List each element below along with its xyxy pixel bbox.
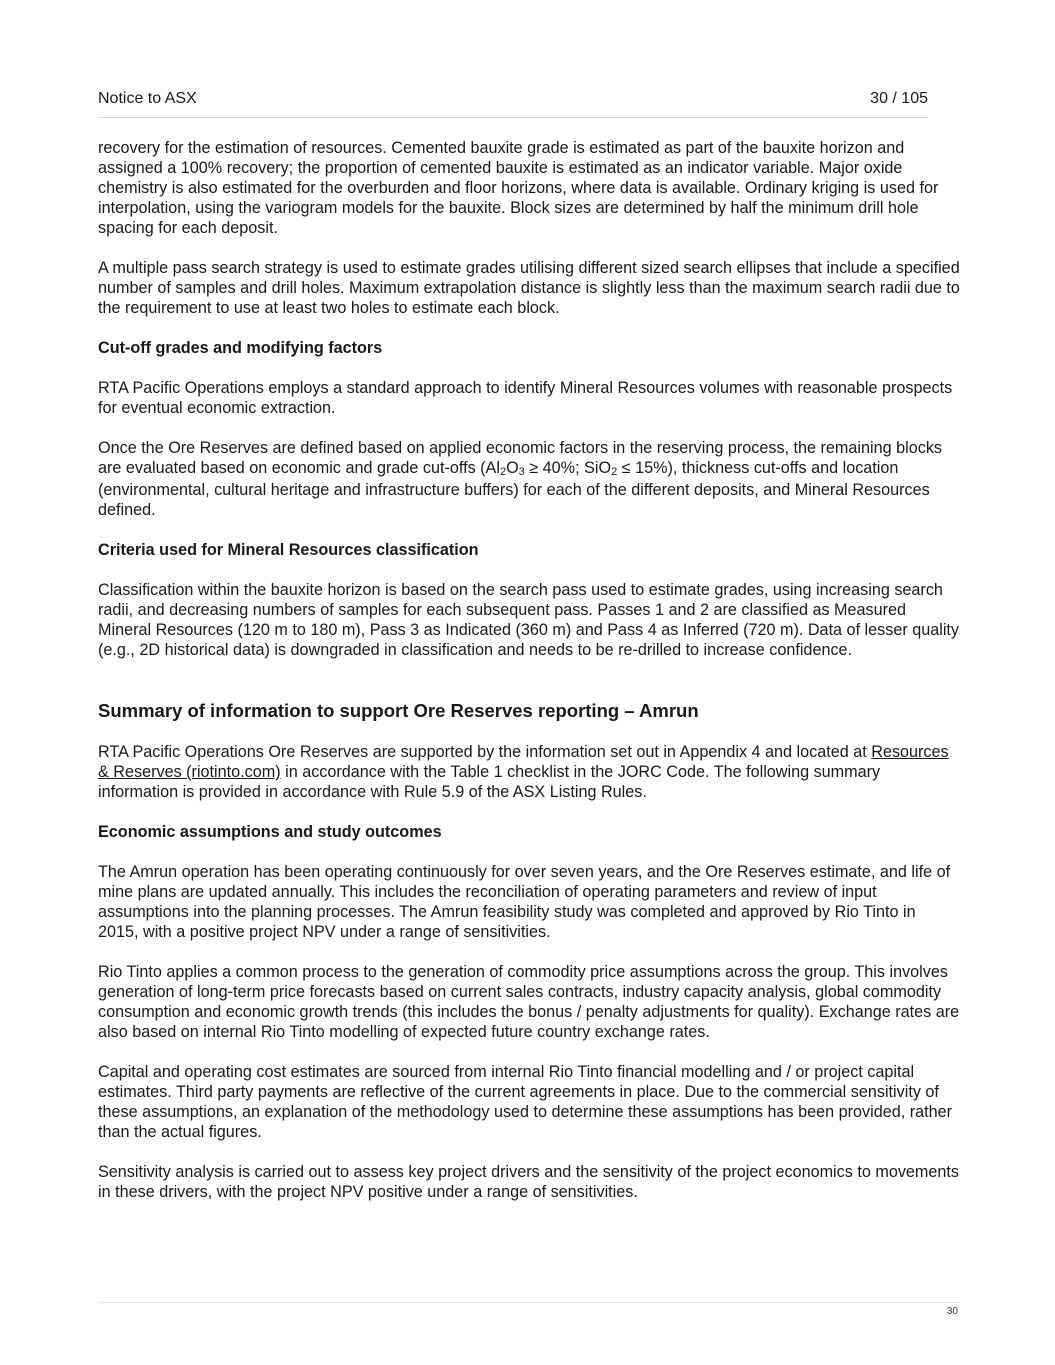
paragraph-cutoff-grades xyxy=(98,438,960,520)
paragraph: Capital and operating cost estimates are sourced from internal Rio Tinto financial modelling and / or project capital estimates. Third party payments are reflective of the current agreements in place. Due to the commercial sensitivity of these assumptions, an explanation of the methodology used to determine these assumptions has been provided, rather than the actual figures. xyxy=(98,1063,952,1141)
text: in accordance with the Table 1 checklist in the JORC Code. The following summary information is provided in accordance with Rule 5.9 of the ASX Listing Rules. xyxy=(98,763,881,801)
text: RTA Pacific Operations Ore Reserves are supported by the information set out in Appendix 4 and located at xyxy=(98,743,872,761)
paragraph: A multiple pass search strategy is used to estimate grades utilising different sized search ellipses that include a specified number of samples and drill holes. Maximum extrapolation distance is slightly less than the maximum search radii due to the requirement to use at least two holes to estimate each block. xyxy=(98,259,960,317)
document-title: Notice to ASX xyxy=(98,90,197,107)
paragraph: Sensitivity analysis is carried out to assess key project drivers and the sensitivity of the project economics to movements in these drivers, with the project NPV positive under a range of sensitivities. xyxy=(98,1163,960,1201)
paragraph: Rio Tinto applies a common process to the generation of commodity price assumptions across the group. This involves generation of long-term price forecasts based on current sales contracts, industry capacity analysis, global commodity consumption and economic growth trends (this includes the bonus / penalty adjustments for quality). Exchange rates are also based on internal Rio Tinto modelling of expected future country exchange rates. xyxy=(98,963,960,1041)
text: ≥ 40%; SiO xyxy=(524,459,612,477)
document-body xyxy=(98,138,960,1222)
footer-divider xyxy=(98,1302,960,1303)
paragraph-with-link xyxy=(98,742,960,802)
text: O xyxy=(506,459,519,477)
resources-reserves-link[interactable]: Resources & Reserves (riotinto.com) xyxy=(98,743,949,781)
paragraph: The Amrun operation has been operating continuously for over seven years, and the Ore Reserves estimate, and life of mine plans are updated annually. This includes the reconciliation of operating parameters and review of input assumptions into the planning processes. The Amrun feasibility study was completed and approved by Rio Tinto in 2015, with a positive project NPV under a range of sensitivities. xyxy=(98,863,951,941)
text: ≤ 15%), thickness cut-offs and location (environmental, cultural heritage and infrastructure buffers) for each of the different deposits, and Mineral Resources defined. xyxy=(98,459,930,519)
footer-page-number: 30 xyxy=(946,1306,958,1317)
page-indicator: 30 / 105 xyxy=(870,90,928,107)
subscript: 3 xyxy=(518,466,525,478)
section-heading-cutoff: Cut-off grades and modifying factors xyxy=(98,339,383,357)
page-header xyxy=(98,89,928,118)
subscript: 2 xyxy=(611,466,618,478)
section-heading-criteria: Criteria used for Mineral Resources classification xyxy=(98,541,479,559)
text: Once the Ore Reserves are defined based on applied economic factors in the reserving process, the remaining blocks are evaluated based on economic and grade cut-offs (Al xyxy=(98,439,943,477)
section-heading-economic: Economic assumptions and study outcomes xyxy=(98,823,442,841)
paragraph: recovery for the estimation of resources. Cemented bauxite grade is estimated as part of the bauxite horizon and assigned a 100% recovery; the proportion of cemented bauxite is estimated as an indicator variable. Major oxide chemistry is also estimated for the overburden and floor horizons, where data is available. Ordinary kriging is used for interpolation, using the variogram models for the bauxite. Block sizes are determined by half the minimum drill hole spacing for each deposit. xyxy=(98,139,939,237)
section-heading-summary: Summary of information to support Ore Reserves reporting – Amrun xyxy=(98,700,699,721)
paragraph: Classification within the bauxite horizon is based on the search pass used to estimate grades, using increasing search radii, and decreasing numbers of samples for each subsequent pass. Passes 1 and 2 are classified as Measured Mineral Resources (120 m to 180 m), Pass 3 as Indicated (360 m) and Pass 4 as Inferred (720 m). Data of lesser quality (e.g., 2D historical data) is downgraded in classification and needs to be re-drilled to increase confidence. xyxy=(98,581,960,659)
subscript: 2 xyxy=(499,466,507,478)
paragraph: RTA Pacific Operations employs a standard approach to identify Mineral Resources volumes with reasonable prospects for eventual economic extraction. xyxy=(98,379,953,417)
